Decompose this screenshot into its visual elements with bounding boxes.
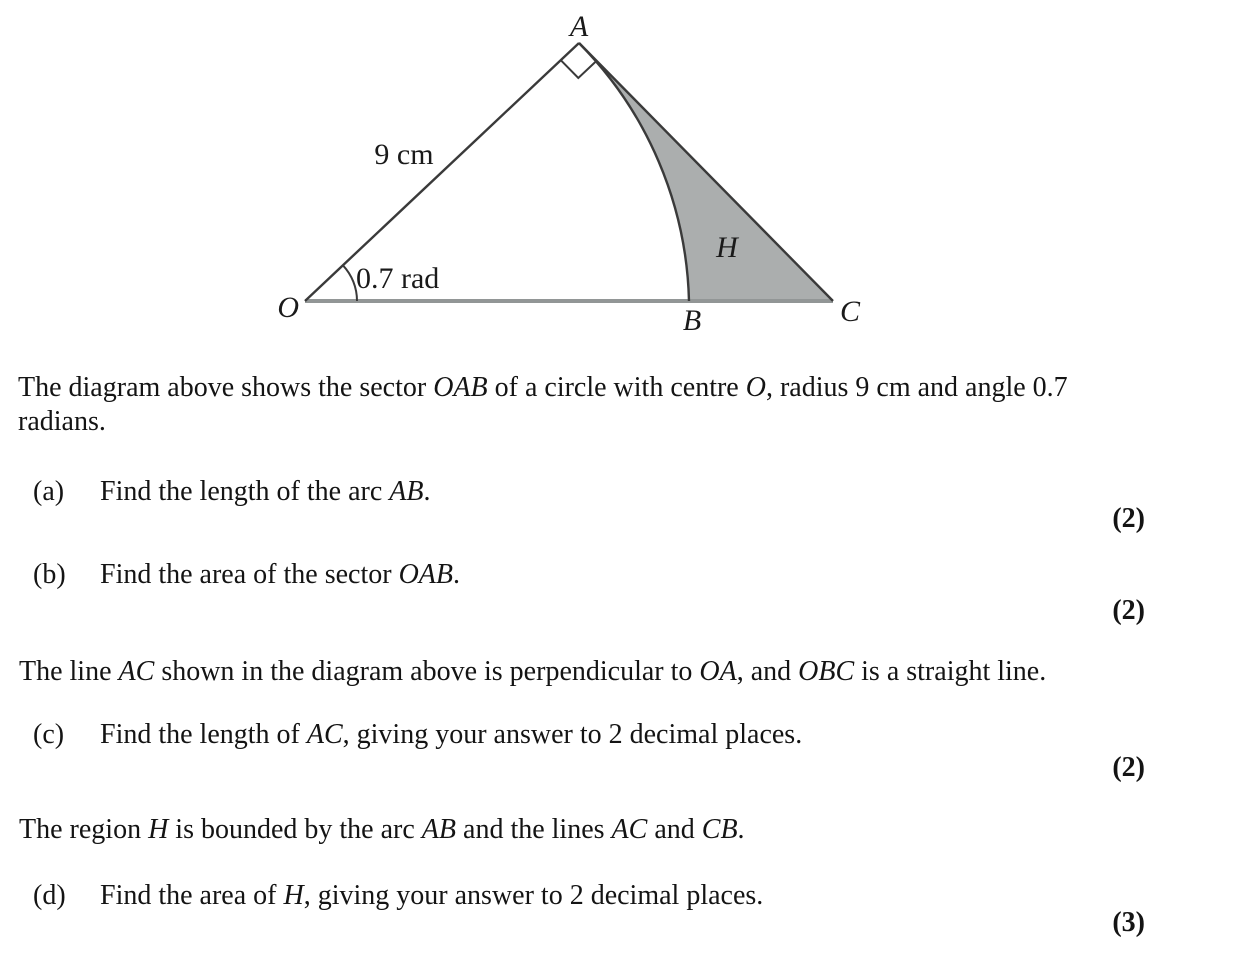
radius-line-oa xyxy=(305,43,579,301)
intro-paragraph: The diagram above shows the sector OAB of a circle with centre O, radius 9 cm and angle 0.7 radians. xyxy=(18,372,1068,437)
note-region-h: The region H is bounded by the arc AB and the lines AC and CB. xyxy=(19,814,745,845)
part-d-marks: (3) xyxy=(1112,907,1145,938)
vertex-label-a: A xyxy=(569,10,589,43)
part-b-text: Find the area of the sector OAB. xyxy=(100,559,460,590)
angle-measure-label: 0.7 rad xyxy=(356,262,440,295)
part-a-label: (a) xyxy=(33,476,65,507)
right-angle-marker-icon xyxy=(561,60,597,78)
vertex-label-b: B xyxy=(682,304,702,337)
part-c-marks: (2) xyxy=(1112,752,1145,783)
part-c-text: Find the length of AC, giving your answer to 2 decimal places. xyxy=(100,719,803,750)
part-b-label: (b) xyxy=(33,559,66,590)
part-d-text: Find the area of H, giving your answer to 2 decimal places. xyxy=(100,880,764,911)
angle-arc-marker-icon xyxy=(343,265,357,301)
radius-measure-label: 9 cm xyxy=(374,138,434,171)
part-c-label: (c) xyxy=(33,719,65,750)
sector-diagram xyxy=(0,0,1238,348)
vertex-label-o: O xyxy=(277,291,299,324)
part-d-label: (d) xyxy=(33,880,66,911)
question-part-b xyxy=(33,558,460,592)
part-b-marks: (2) xyxy=(1112,595,1145,626)
vertex-label-c: C xyxy=(840,295,861,328)
part-a-marks: (2) xyxy=(1112,503,1145,534)
part-a-text: Find the length of the arc AB. xyxy=(100,476,431,507)
note-line-ac: The line AC shown in the diagram above is perpendicular to OA, and OBC is a straight line. xyxy=(19,656,1047,687)
region-label-h: H xyxy=(716,231,738,264)
question-part-c xyxy=(33,718,802,752)
